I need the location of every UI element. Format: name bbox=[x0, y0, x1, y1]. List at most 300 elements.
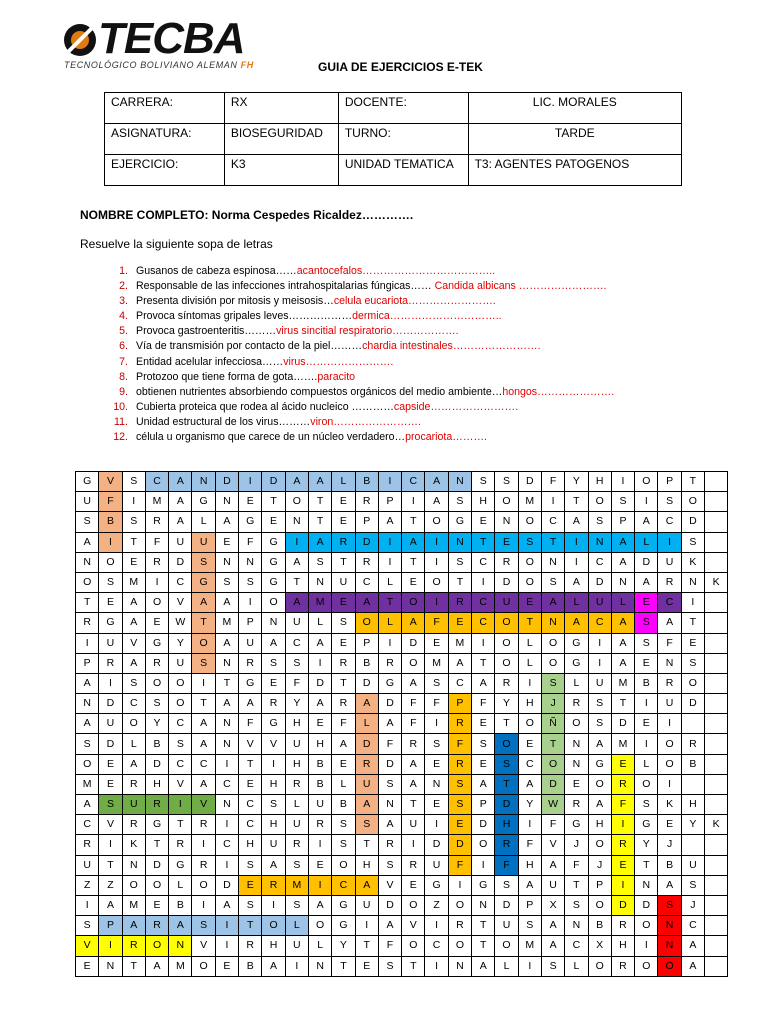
grid-letter: O bbox=[658, 754, 681, 774]
grid-row bbox=[76, 875, 728, 895]
grid-letter: A bbox=[565, 572, 588, 592]
grid-letter: I bbox=[99, 936, 122, 956]
grid-letter: I bbox=[215, 754, 238, 774]
grid-letter: E bbox=[332, 492, 355, 512]
grid-letter: O bbox=[518, 714, 541, 734]
grid-letter: L bbox=[635, 532, 658, 552]
grid-row bbox=[76, 714, 728, 734]
grid-letter: O bbox=[565, 714, 588, 734]
grid-letter: I bbox=[308, 653, 331, 673]
grid-letter: A bbox=[541, 916, 564, 936]
grid-letter: D bbox=[378, 754, 401, 774]
grid-letter: S bbox=[658, 492, 681, 512]
grid-letter: O bbox=[588, 956, 611, 976]
grid-letter: U bbox=[285, 815, 308, 835]
grid-letter: N bbox=[588, 532, 611, 552]
grid-letter: O bbox=[145, 875, 168, 895]
grid-letter: E bbox=[635, 714, 658, 734]
grid-letter: S bbox=[76, 512, 99, 532]
grid-letter bbox=[681, 774, 704, 794]
grid-letter: C bbox=[215, 774, 238, 794]
grid-letter: S bbox=[262, 795, 285, 815]
grid-letter: A bbox=[99, 895, 122, 915]
grid-letter: M bbox=[215, 613, 238, 633]
grid-letter: T bbox=[402, 512, 425, 532]
grid-letter: I bbox=[262, 895, 285, 915]
grid-letter: I bbox=[518, 815, 541, 835]
answer-text: procariota bbox=[405, 431, 453, 444]
grid-letter: D bbox=[99, 694, 122, 714]
grid-letter: A bbox=[169, 492, 192, 512]
grid-letter: I bbox=[215, 855, 238, 875]
grid-letter: T bbox=[611, 694, 634, 714]
answer-dots: ……………………. bbox=[333, 415, 421, 428]
info-cell: K3 bbox=[224, 155, 338, 186]
grid-letter: R bbox=[681, 734, 704, 754]
grid-letter: F bbox=[239, 532, 262, 552]
grid-letter: C bbox=[215, 835, 238, 855]
grid-letter: S bbox=[495, 875, 518, 895]
grid-letter: S bbox=[239, 855, 262, 875]
grid-letter: E bbox=[215, 532, 238, 552]
grid-letter: A bbox=[658, 613, 681, 633]
grid-letter: I bbox=[472, 855, 495, 875]
grid-letter: O bbox=[448, 895, 471, 915]
grid-letter: E bbox=[611, 855, 634, 875]
grid-letter: O bbox=[541, 633, 564, 653]
grid-letter: S bbox=[285, 653, 308, 673]
grid-letter: O bbox=[588, 835, 611, 855]
answer-text: hongos bbox=[502, 385, 538, 398]
grid-letter: I bbox=[99, 835, 122, 855]
grid-row bbox=[76, 472, 728, 492]
grid-letter: E bbox=[635, 593, 658, 613]
grid-letter: R bbox=[169, 835, 192, 855]
grid-letter: F bbox=[402, 694, 425, 714]
question-number: 9. bbox=[119, 385, 128, 398]
question-number: 11. bbox=[114, 415, 128, 428]
grid-letter: E bbox=[658, 815, 681, 835]
grid-letter bbox=[705, 613, 728, 633]
grid-letter: E bbox=[332, 633, 355, 653]
grid-letter: S bbox=[448, 795, 471, 815]
grid-letter: C bbox=[472, 613, 495, 633]
grid-letter: T bbox=[262, 492, 285, 512]
grid-letter: I bbox=[611, 815, 634, 835]
grid-letter: R bbox=[145, 512, 168, 532]
grid-letter: M bbox=[169, 956, 192, 976]
grid-letter: A bbox=[565, 613, 588, 633]
grid-letter bbox=[705, 673, 728, 693]
grid-letter: S bbox=[472, 734, 495, 754]
grid-letter: R bbox=[76, 835, 99, 855]
grid-letter: N bbox=[448, 532, 471, 552]
grid-letter: D bbox=[541, 774, 564, 794]
grid-letter: U bbox=[76, 492, 99, 512]
grid-letter: A bbox=[215, 633, 238, 653]
answer-text: capside bbox=[393, 400, 431, 413]
grid-letter: L bbox=[332, 472, 355, 492]
grid-letter: S bbox=[588, 694, 611, 714]
grid-letter: T bbox=[122, 956, 145, 976]
grid-letter: E bbox=[122, 552, 145, 572]
question-number: 6. bbox=[119, 340, 128, 353]
grid-letter: S bbox=[169, 734, 192, 754]
grid-letter: A bbox=[425, 472, 448, 492]
grid-letter: N bbox=[215, 492, 238, 512]
grid-row bbox=[76, 936, 728, 956]
grid-letter: D bbox=[145, 855, 168, 875]
info-cell: RX bbox=[224, 93, 338, 124]
grid-letter: S bbox=[681, 653, 704, 673]
grid-letter: E bbox=[355, 956, 378, 976]
grid-letter: S bbox=[122, 512, 145, 532]
grid-letter: M bbox=[611, 734, 634, 754]
grid-letter: B bbox=[99, 512, 122, 532]
grid-letter: H bbox=[518, 694, 541, 714]
grid-letter: B bbox=[169, 895, 192, 915]
grid-letter: N bbox=[495, 512, 518, 532]
grid-letter: E bbox=[472, 714, 495, 734]
grid-letter: U bbox=[355, 774, 378, 794]
grid-letter: R bbox=[239, 936, 262, 956]
grid-letter: H bbox=[262, 936, 285, 956]
grid-letter: I bbox=[308, 835, 331, 855]
question-text: Responsable de las infecciones intrahospitalarias fúngicas…… bbox=[136, 280, 435, 293]
grid-letter: O bbox=[76, 572, 99, 592]
grid-letter: M bbox=[76, 774, 99, 794]
grid-letter: Ñ bbox=[541, 714, 564, 734]
grid-row bbox=[76, 956, 728, 976]
answer-text: paracito bbox=[317, 370, 356, 383]
grid-letter: T bbox=[448, 572, 471, 592]
grid-letter: R bbox=[145, 795, 168, 815]
grid-letter: H bbox=[262, 774, 285, 794]
question-item bbox=[80, 370, 720, 385]
answer-dots: ………………. bbox=[392, 325, 459, 338]
grid-letter: O bbox=[192, 633, 215, 653]
grid-row bbox=[76, 653, 728, 673]
grid-letter: I bbox=[541, 492, 564, 512]
grid-letter: A bbox=[402, 774, 425, 794]
grid-letter: E bbox=[262, 512, 285, 532]
grid-letter: E bbox=[681, 633, 704, 653]
grid-letter: E bbox=[448, 613, 471, 633]
course-info-table bbox=[104, 92, 682, 186]
grid-letter: O bbox=[541, 653, 564, 673]
grid-letter: A bbox=[332, 734, 355, 754]
grid-letter: O bbox=[495, 936, 518, 956]
grid-letter: E bbox=[239, 492, 262, 512]
question-list bbox=[80, 264, 720, 445]
answer-dots: ……………………. bbox=[305, 355, 394, 368]
grid-letter: O bbox=[425, 572, 448, 592]
grid-letter: O bbox=[495, 613, 518, 633]
grid-letter: I bbox=[448, 875, 471, 895]
answer-dots: ……………………. bbox=[430, 400, 519, 413]
grid-letter: I bbox=[658, 774, 681, 794]
grid-letter: T bbox=[122, 532, 145, 552]
question-text: Gusanos de cabeza espinosa…… bbox=[136, 265, 297, 277]
grid-letter: V bbox=[76, 936, 99, 956]
grid-letter: D bbox=[378, 895, 401, 915]
grid-letter bbox=[705, 492, 728, 512]
grid-letter: O bbox=[308, 916, 331, 936]
grid-letter bbox=[705, 472, 728, 492]
grid-letter: R bbox=[145, 916, 168, 936]
grid-letter: T bbox=[239, 916, 262, 936]
grid-letter: E bbox=[472, 754, 495, 774]
grid-letter: R bbox=[262, 875, 285, 895]
grid-row bbox=[76, 633, 728, 653]
grid-letter: E bbox=[565, 774, 588, 794]
grid-letter: O bbox=[658, 734, 681, 754]
grid-letter: O bbox=[262, 916, 285, 936]
grid-letter: D bbox=[262, 472, 285, 492]
grid-letter: S bbox=[215, 572, 238, 592]
grid-letter: T bbox=[332, 552, 355, 572]
grid-row bbox=[76, 572, 728, 592]
grid-letter: F bbox=[378, 734, 401, 754]
grid-row bbox=[76, 754, 728, 774]
info-row bbox=[105, 93, 682, 124]
grid-letter: A bbox=[402, 673, 425, 693]
grid-letter: C bbox=[285, 633, 308, 653]
grid-letter: A bbox=[76, 795, 99, 815]
grid-letter: I bbox=[76, 895, 99, 915]
grid-letter: U bbox=[658, 552, 681, 572]
grid-letter: R bbox=[448, 593, 471, 613]
grid-letter: U bbox=[169, 532, 192, 552]
grid-letter: S bbox=[239, 572, 262, 592]
grid-letter: T bbox=[378, 593, 401, 613]
tecba-logo bbox=[62, 14, 292, 76]
grid-letter: A bbox=[145, 956, 168, 976]
grid-letter: I bbox=[215, 916, 238, 936]
grid-letter: E bbox=[425, 795, 448, 815]
grid-letter: F bbox=[332, 714, 355, 734]
grid-letter: E bbox=[145, 895, 168, 915]
grid-letter: G bbox=[99, 613, 122, 633]
grid-letter: H bbox=[145, 774, 168, 794]
answer-text: celula eucariota bbox=[333, 295, 409, 308]
grid-letter: S bbox=[541, 572, 564, 592]
grid-letter: U bbox=[99, 633, 122, 653]
grid-letter: O bbox=[169, 694, 192, 714]
grid-letter: A bbox=[122, 593, 145, 613]
grid-letter: N bbox=[239, 552, 262, 572]
grid-letter: E bbox=[332, 754, 355, 774]
grid-letter: N bbox=[565, 754, 588, 774]
grid-letter: S bbox=[588, 714, 611, 734]
instruction-text: Resuelve la siguiente sopa de letras bbox=[80, 237, 273, 251]
grid-letter: C bbox=[472, 593, 495, 613]
question-item bbox=[80, 279, 720, 294]
grid-letter: R bbox=[565, 694, 588, 714]
grid-letter: G bbox=[332, 916, 355, 936]
grid-letter: L bbox=[169, 875, 192, 895]
grid-letter: D bbox=[635, 895, 658, 915]
grid-letter: D bbox=[495, 895, 518, 915]
grid-letter: U bbox=[332, 572, 355, 592]
grid-letter: A bbox=[541, 593, 564, 613]
grid-letter: A bbox=[588, 734, 611, 754]
grid-letter: K bbox=[122, 835, 145, 855]
grid-letter: O bbox=[635, 774, 658, 794]
grid-letter: R bbox=[145, 653, 168, 673]
grid-letter: T bbox=[99, 855, 122, 875]
grid-letter: E bbox=[99, 593, 122, 613]
question-item bbox=[80, 324, 720, 339]
answer-dots: ………………………….. bbox=[389, 310, 502, 323]
grid-letter: H bbox=[588, 815, 611, 835]
grid-letter: R bbox=[332, 532, 355, 552]
grid-letter: C bbox=[658, 593, 681, 613]
grid-letter: L bbox=[308, 936, 331, 956]
grid-letter: U bbox=[99, 714, 122, 734]
grid-letter: I bbox=[635, 492, 658, 512]
grid-letter: M bbox=[145, 492, 168, 512]
grid-letter: A bbox=[215, 593, 238, 613]
question-item bbox=[80, 385, 720, 400]
grid-letter: A bbox=[355, 795, 378, 815]
grid-letter: A bbox=[472, 774, 495, 794]
question-text: Provoca gastroenteritis……… bbox=[136, 325, 277, 338]
grid-letter: C bbox=[588, 552, 611, 572]
grid-letter: S bbox=[355, 815, 378, 835]
grid-letter: N bbox=[192, 472, 215, 492]
grid-letter: L bbox=[378, 572, 401, 592]
grid-letter: K bbox=[658, 795, 681, 815]
grid-letter: W bbox=[541, 795, 564, 815]
grid-letter: A bbox=[611, 532, 634, 552]
grid-letter: L bbox=[192, 512, 215, 532]
grid-letter: E bbox=[239, 875, 262, 895]
grid-letter: O bbox=[402, 593, 425, 613]
grid-letter: F bbox=[611, 795, 634, 815]
grid-letter: A bbox=[378, 916, 401, 936]
grid-letter: D bbox=[355, 673, 378, 693]
grid-letter: V bbox=[378, 875, 401, 895]
grid-letter: C bbox=[145, 472, 168, 492]
grid-letter: O bbox=[495, 492, 518, 512]
question-item bbox=[80, 264, 720, 279]
grid-letter: L bbox=[285, 916, 308, 936]
grid-letter: L bbox=[332, 774, 355, 794]
grid-letter: T bbox=[472, 532, 495, 552]
grid-letter: B bbox=[239, 956, 262, 976]
grid-letter: U bbox=[262, 835, 285, 855]
grid-row bbox=[76, 512, 728, 532]
grid-letter: C bbox=[169, 572, 192, 592]
answer-dots: ……………………. bbox=[515, 280, 607, 293]
grid-letter: U bbox=[658, 694, 681, 714]
grid-letter: A bbox=[285, 472, 308, 492]
grid-letter: J bbox=[565, 835, 588, 855]
grid-letter: U bbox=[681, 855, 704, 875]
grid-letter: A bbox=[402, 754, 425, 774]
grid-letter: M bbox=[448, 633, 471, 653]
grid-letter: C bbox=[239, 815, 262, 835]
grid-letter: D bbox=[215, 472, 238, 492]
grid-letter: B bbox=[308, 774, 331, 794]
grid-letter: S bbox=[192, 653, 215, 673]
grid-letter: P bbox=[518, 895, 541, 915]
answer-text: dermica bbox=[352, 310, 390, 323]
grid-letter: I bbox=[658, 714, 681, 734]
grid-letter: U bbox=[402, 815, 425, 835]
grid-letter: R bbox=[658, 572, 681, 592]
grid-letter: I bbox=[122, 492, 145, 512]
grid-letter: P bbox=[611, 512, 634, 532]
grid-letter: O bbox=[285, 492, 308, 512]
grid-letter: T bbox=[402, 956, 425, 976]
grid-row bbox=[76, 774, 728, 794]
grid-letter: I bbox=[99, 532, 122, 552]
grid-letter: V bbox=[541, 835, 564, 855]
grid-letter: Y bbox=[565, 472, 588, 492]
grid-letter: H bbox=[518, 855, 541, 875]
grid-letter: U bbox=[495, 593, 518, 613]
grid-letter: O bbox=[332, 855, 355, 875]
grid-letter: F bbox=[145, 532, 168, 552]
grid-letter: C bbox=[588, 613, 611, 633]
grid-letter: D bbox=[472, 815, 495, 835]
grid-letter: O bbox=[681, 492, 704, 512]
info-cell: TARDE bbox=[468, 124, 681, 155]
grid-letter: U bbox=[239, 633, 262, 653]
grid-letter: T bbox=[635, 855, 658, 875]
grid-letter: O bbox=[588, 492, 611, 512]
grid-letter: G bbox=[262, 714, 285, 734]
grid-letter: A bbox=[76, 673, 99, 693]
grid-letter: C bbox=[681, 916, 704, 936]
grid-letter: G bbox=[192, 572, 215, 592]
grid-letter: A bbox=[541, 936, 564, 956]
grid-letter: A bbox=[472, 673, 495, 693]
grid-letter: A bbox=[192, 593, 215, 613]
grid-letter: O bbox=[518, 572, 541, 592]
grid-letter: C bbox=[658, 512, 681, 532]
grid-letter: G bbox=[145, 633, 168, 653]
grid-letter: A bbox=[635, 512, 658, 532]
grid-letter: I bbox=[145, 572, 168, 592]
grid-letter: I bbox=[681, 593, 704, 613]
grid-letter: J bbox=[541, 694, 564, 714]
grid-letter: O bbox=[681, 673, 704, 693]
grid-letter: N bbox=[425, 774, 448, 794]
grid-letter: P bbox=[658, 472, 681, 492]
grid-letter: G bbox=[635, 815, 658, 835]
word-search-grid bbox=[75, 471, 728, 977]
grid-letter: S bbox=[145, 694, 168, 714]
grid-letter: L bbox=[355, 714, 378, 734]
grid-letter bbox=[705, 714, 728, 734]
grid-letter: F bbox=[448, 855, 471, 875]
grid-letter: C bbox=[239, 795, 262, 815]
grid-letter: G bbox=[378, 673, 401, 693]
grid-letter: A bbox=[355, 593, 378, 613]
grid-letter: U bbox=[588, 673, 611, 693]
grid-letter: G bbox=[262, 532, 285, 552]
grid-letter: A bbox=[308, 694, 331, 714]
grid-letter: L bbox=[378, 613, 401, 633]
grid-letter: I bbox=[425, 714, 448, 734]
grid-letter: S bbox=[378, 855, 401, 875]
grid-letter: N bbox=[658, 916, 681, 936]
grid-letter: S bbox=[332, 835, 355, 855]
grid-letter: I bbox=[169, 795, 192, 815]
